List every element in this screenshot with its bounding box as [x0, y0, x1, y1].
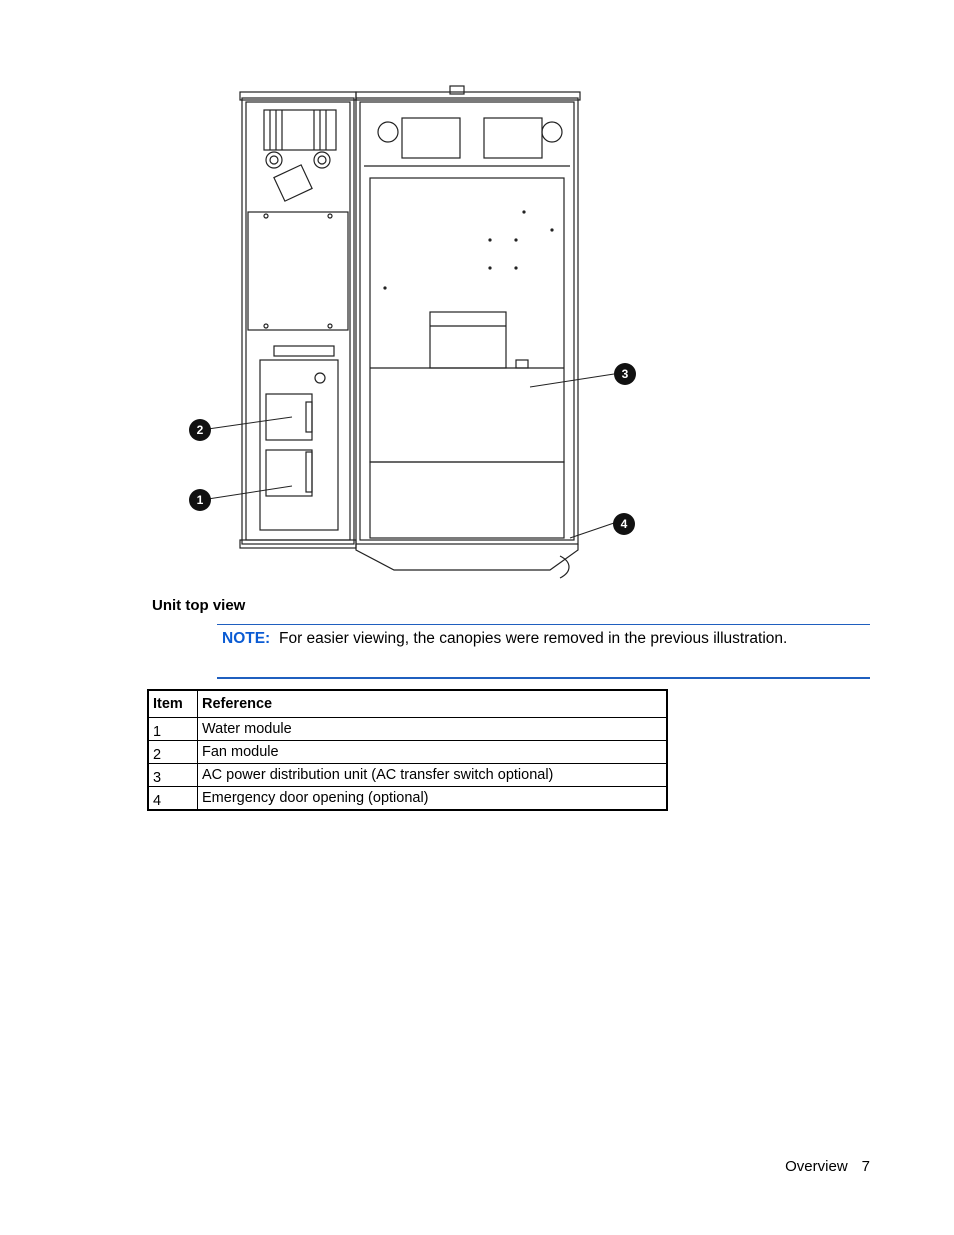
callout-1-badge	[189, 489, 211, 511]
table-row	[148, 741, 667, 764]
callout-3-badge	[614, 363, 636, 385]
callout-4-label: 4	[620, 517, 628, 531]
item-reference: Fan module	[198, 741, 668, 764]
callout-2-label: 2	[196, 423, 204, 437]
callout-2-badge	[189, 419, 211, 441]
table-header-row	[148, 690, 667, 718]
item-number: 3	[148, 764, 198, 787]
figure-caption: Unit top view	[152, 597, 246, 614]
note-text: For easier viewing, the canopies were removed in the previous illustration.	[279, 630, 788, 647]
item-number: 2	[148, 741, 198, 764]
item-number: 4	[148, 787, 198, 811]
table-row	[148, 787, 667, 811]
callout-1-label: 1	[196, 493, 204, 507]
column-header-item: Item	[148, 690, 198, 718]
page-footer	[785, 1158, 870, 1175]
note-label: NOTE:	[222, 630, 271, 647]
unit-top-view-illustration	[180, 80, 650, 580]
column-header-reference: Reference	[198, 690, 668, 718]
page-number: 7	[861, 1158, 870, 1175]
footer-section: Overview	[785, 1158, 848, 1175]
item-reference: AC power distribution unit (AC transfer switch optional)	[198, 764, 668, 787]
reference-table	[147, 689, 668, 811]
item-number: 1	[148, 718, 198, 741]
table-row	[148, 764, 667, 787]
note-box	[217, 624, 870, 679]
table-row	[148, 718, 667, 741]
item-reference: Water module	[198, 718, 668, 741]
callout-3-label: 3	[621, 367, 629, 381]
callout-4-badge	[613, 513, 635, 535]
item-reference: Emergency door opening (optional)	[198, 787, 668, 811]
